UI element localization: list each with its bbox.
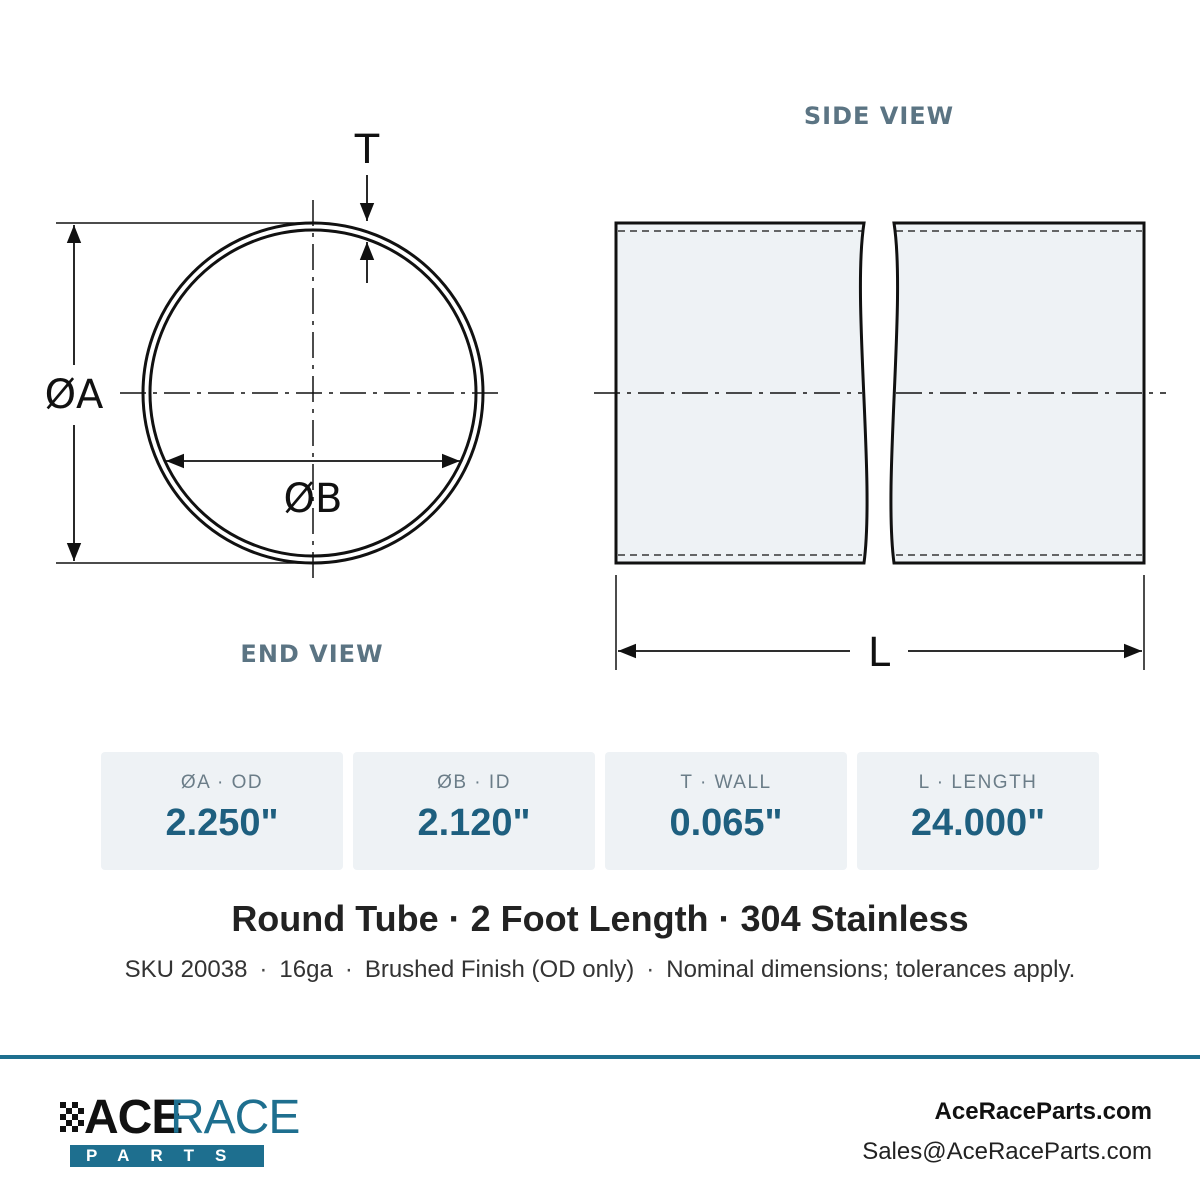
gauge-text: 16ga	[279, 956, 333, 983]
logo-word-race: RACE	[170, 1091, 300, 1144]
separator: ·	[259, 956, 268, 983]
finish-text: Brushed Finish (OD only)	[364, 956, 635, 983]
spec-value: 2.120"	[417, 802, 531, 844]
footer-divider	[0, 1055, 1200, 1059]
checkered-flag-icon	[56, 1096, 86, 1138]
separator: ·	[646, 956, 655, 983]
spec-label: ØA · OD	[180, 772, 264, 793]
spec-label: T · WALL	[680, 772, 772, 793]
spec-card-id	[353, 752, 595, 870]
tolerance-note: Nominal dimensions; tolerances apply.	[666, 956, 1076, 983]
end-view-label: END VIEW	[240, 640, 384, 668]
side-view-label: SIDE VIEW	[803, 102, 955, 130]
side-view	[594, 102, 1166, 676]
spec-value: 24.000"	[910, 802, 1046, 844]
spec-card-wall	[605, 752, 847, 870]
website-link[interactable]: AceRaceParts.com	[934, 1098, 1152, 1125]
od-symbol-label: ØA	[44, 372, 104, 418]
spec-value: 0.065"	[669, 802, 783, 844]
id-symbol-label: ØB	[283, 476, 343, 522]
spec-label: L · LENGTH	[918, 772, 1038, 793]
logo-word-ace: ACE	[84, 1091, 183, 1144]
sku-text: SKU 20038	[124, 956, 248, 983]
product-title: Round Tube · 2 Foot Length · 304 Stainless	[231, 898, 969, 939]
product-subtitle	[0, 956, 1200, 984]
end-view	[45, 127, 505, 668]
spec-value: 2.250"	[165, 802, 279, 844]
brand-logo[interactable]	[56, 1090, 300, 1170]
wall-symbol-label: T	[354, 127, 380, 173]
separator: ·	[344, 956, 353, 983]
contact-info	[862, 1098, 1152, 1166]
email-link[interactable]: Sales@AceRaceParts.com	[862, 1138, 1152, 1165]
length-symbol-label: L	[867, 630, 891, 676]
logo-word-parts: PARTS	[70, 1145, 264, 1167]
spec-card-od	[101, 752, 343, 870]
spec-card-length	[857, 752, 1099, 870]
spec-label: ØB · ID	[437, 772, 511, 793]
spec-cards	[101, 752, 1099, 870]
